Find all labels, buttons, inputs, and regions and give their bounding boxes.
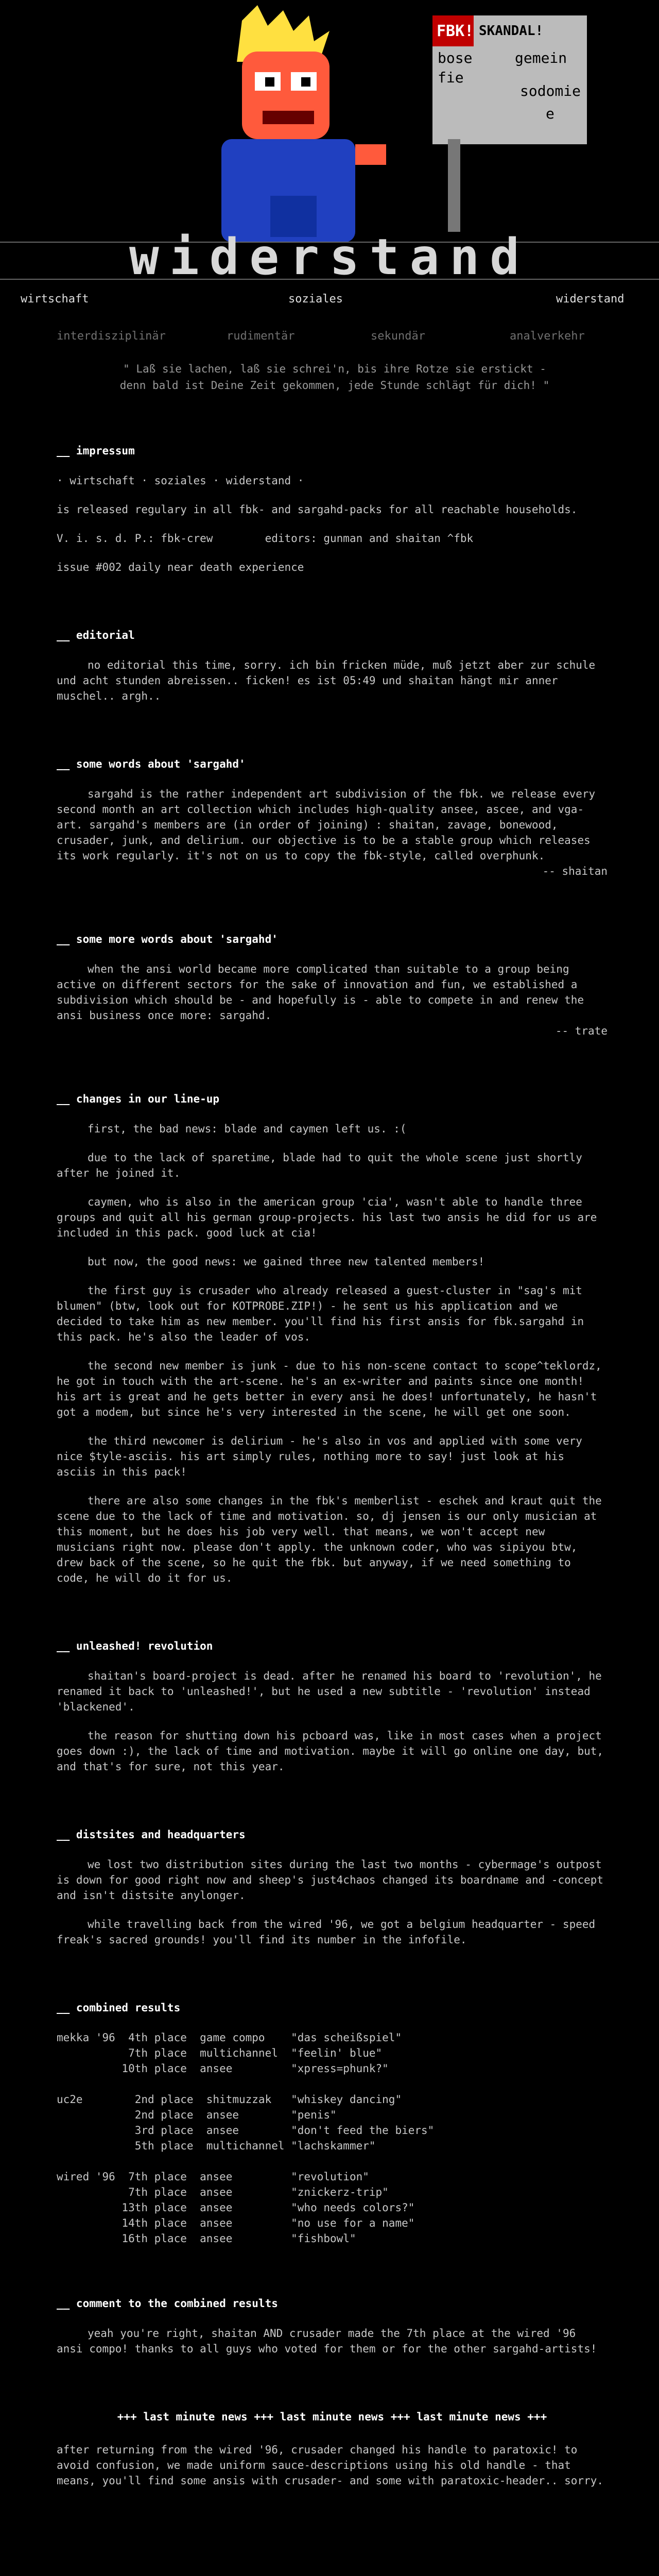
section-comment xyxy=(57,2296,608,2357)
section-impressum xyxy=(57,443,608,575)
sub-2: sekundär xyxy=(371,330,425,343)
mouth xyxy=(263,111,314,124)
sub-1: rudimentär xyxy=(227,330,295,343)
section-unleashed xyxy=(57,1638,608,1774)
banner-text-6: e xyxy=(546,105,554,122)
nav-bar xyxy=(0,293,659,308)
unleashed-p1: shaitan's board-project is dead. after he renamed his board to 'revolution', he renamed it back to 'unleashed!', but he used a new subtitle - 'revolution' instead 'blackened'. xyxy=(57,1670,609,1713)
banner-text-2: bose xyxy=(438,49,473,66)
quote xyxy=(36,361,633,394)
combined-results-table xyxy=(57,2030,608,2246)
heading-combined: __ combined results xyxy=(57,2002,181,2014)
lineup-p7: the third newcomer is delirium - he's also in vos and applied with some very nice $tyle-asciis. his art simply rules, nothing more to say! just look at his asciis in this pack! xyxy=(57,1435,589,1478)
result-row: mekka '96 4th place game compo "das scheißspiel" xyxy=(57,2031,402,2044)
result-row: 13th place ansee "who needs colors?" xyxy=(57,2201,415,2214)
ansi-logo-art xyxy=(0,0,659,304)
section-editorial xyxy=(57,628,608,704)
sub-3: analverkehr xyxy=(510,330,585,343)
lineup-p1: first, the bad news: blade and caymen left us. :( xyxy=(88,1123,407,1135)
section-last-minute xyxy=(57,2409,608,2488)
heading-editorial: __ editorial xyxy=(57,629,135,641)
heading-impressum: __ impressum xyxy=(57,445,135,457)
result-row: 7th place multichannel "feelin' blue" xyxy=(57,2047,383,2059)
result-row: uc2e 2nd place shitmuzzak "whiskey dancing" xyxy=(57,2093,402,2106)
section-more-words xyxy=(57,931,608,1039)
face-shape xyxy=(242,52,330,139)
impressum-p1: is released regulary in all fbk- and sargahd-packs for all reachable households. xyxy=(57,503,578,516)
lineup-p2: due to the lack of sparetime, blade had to quit the whole scene just shortly after he joined it. xyxy=(57,1151,589,1179)
result-row: 5th place multichannel "lachskammer" xyxy=(57,2140,376,2152)
sub-0: interdisziplinär xyxy=(57,330,166,343)
quote-line-2: denn bald ist Deine Zeit gekommen, jede Stunde schlägt für dich! " xyxy=(119,379,550,392)
result-row: 16th place ansee "fishbowl" xyxy=(57,2232,356,2245)
content xyxy=(57,443,608,2502)
heading-dists: __ distsites and headquarters xyxy=(57,1828,246,1841)
result-row: 10th place ansee "xpress=phunk?" xyxy=(57,2062,389,2075)
result-row: 14th place ansee "no use for a name" xyxy=(57,2217,415,2229)
banner-text-4: fie xyxy=(438,69,464,86)
dists-p2: while travelling back from the wired '96, we got a belgium headquarter - speed freak's sacred grounds! you'll find its number in the infofile. xyxy=(57,1918,602,1946)
lineup-p5: the first guy is crusader who already released a guest-cluster in "sag's mit blumen" (btw, look out for KOTPROBE.ZIP!) - he sent us his application and we decided to take him as new member. you'll find his first ansis for fbk.sargahd in this pack. he's also the leader of vos. xyxy=(57,1284,591,1343)
banner-text-5: sodomie xyxy=(520,82,581,99)
result-row: 7th place ansee "znickerz-trip" xyxy=(57,2186,389,2198)
header-art xyxy=(0,0,659,304)
banner-text-3: gemein xyxy=(515,49,567,66)
editorial-p1: no editorial this time, sorry. ich bin fricken müde, muß jetzt aber zur schule und acht stunden abreissen.. ficken! es ist 05:49 und shaitan hängt mir anner muschel.. argh.. xyxy=(57,659,602,702)
lineup-p3: caymen, who is also in the american group 'cia', wasn't able to handle three groups and quit all his german group-projects. his last two ansis he did for us are included in this pack. good luck at cia! xyxy=(57,1196,604,1239)
banner-text-1: SKANDAL! xyxy=(479,23,544,39)
words-p1: sargahd is the rather independent art subdivision of the fbk. we release every second month an art collection which includes high-quality ansee, ascee, and vga-art. sargahd's members are (in order of joining) : shaitan, zavage, bonewood, crusader, junk, and delirium. our objective is to be a stable group which releases its work regularly. it's not on us to copy the fbk-style, called overphunk. xyxy=(57,788,602,862)
last-minute-p1: after returning from the wired '96, crusader changed his handle to paratoxic! to avoid confusion, we made uniform sauce-descriptions using his old handle - that means, you'll find some ansis with crusader- and some with paratoxic-header.. sorry. xyxy=(57,2444,604,2487)
result-row: 3rd place ansee "don't feed the biers" xyxy=(57,2124,435,2137)
result-row: 2nd place ansee "penis" xyxy=(57,2109,337,2121)
heading-lineup: __ changes in our line-up xyxy=(57,1093,220,1105)
unleashed-p2: the reason for shutting down his pcboard was, like in most cases when a project goes down :), the lack of time and motivation. maybe it will go online one day, but, and that's for sure, not this year. xyxy=(57,1730,610,1773)
last-minute-banner: +++ last minute news +++ last minute news +++ last minute news +++ xyxy=(117,2411,547,2423)
nav-soziales: soziales xyxy=(288,293,343,306)
nav-widerstand: widerstand xyxy=(556,293,625,306)
result-row xyxy=(57,2076,608,2092)
sign-pole xyxy=(448,139,460,232)
impressum-tagline: · wirtschaft · soziales · widerstand · xyxy=(57,474,304,487)
dists-p1: we lost two distribution sites during the last two months - cybermage's outpost is down for good right now and sheep's just4chaos changed its boardname and -concept and isn't distsite anylonger. xyxy=(57,1858,610,1902)
comment-p1: yeah you're right, shaitan AND crusader made the 7th place at the wired '96 ansi compo! thanks to all guys who voted for them or for the other sargahd-artists! xyxy=(57,2327,597,2355)
logo-widerstand: widerstand xyxy=(129,228,530,286)
heading-unleashed: __ unleashed! revolution xyxy=(57,1640,213,1652)
section-combined xyxy=(57,2000,608,2246)
section-dists xyxy=(57,1827,608,1947)
heading-more-words: __ some more words about 'sargahd' xyxy=(57,933,278,945)
nav-wirtschaft: wirtschaft xyxy=(21,293,89,306)
more-words-sig: -- trate xyxy=(555,1025,608,1037)
words-sig: -- shaitan xyxy=(542,865,608,877)
lineup-p4: but now, the good news: we gained three new talented members! xyxy=(88,1256,485,1268)
section-lineup xyxy=(57,1091,608,1586)
impressum-p2: V. i. s. d. P.: fbk-crew editors: gunman and shaitan ^fbk xyxy=(57,532,474,545)
heading-words: __ some words about 'sargahd' xyxy=(57,758,246,770)
heading-comment: __ comment to the combined results xyxy=(57,2297,278,2310)
impressum-p3: issue #002 daily near death experience xyxy=(57,561,304,573)
quote-line-1: " Laß sie lachen, laß sie schrei'n, bis ihre Rotze sie erstickt - xyxy=(123,363,546,375)
result-row xyxy=(57,2154,608,2169)
banner-text-0: FBK! xyxy=(437,22,474,40)
section-words xyxy=(57,756,608,879)
more-words-p1: when the ansi world became more complicated than suitable to a group being active on different sectors for the sake of innovation and fun, we established a subdivision which should be - and hopefully is - able to compete in and renew the ansi business once more: sargahd. xyxy=(57,963,591,1022)
lineup-p6: the second new member is junk - due to his non-scene contact to scope^teklordz, he got in touch with the art-scene. he's an ex-writer and paints since one month! his art is great and he gets better in every ansi he does! unfortunately, he hasn't got a modem, but since he's very interested in the scene, he will get one soon. xyxy=(57,1360,609,1418)
lineup-p8: there are also some changes in the fbk's memberlist - eschek and kraut quit the scene due to the lack of time and motivation. so, dj jensen is our only musician at this moment, but he does his job very well. that means, we won't accept new musicians right now. please don't apply. the unknown coder, who was sipiyou btw, drew back of the scene, so he quit the fbk. but anyway, if we need something to code, he will do it for us. xyxy=(57,1495,609,1584)
result-row: wired '96 7th place ansee "revolution" xyxy=(57,2171,369,2183)
